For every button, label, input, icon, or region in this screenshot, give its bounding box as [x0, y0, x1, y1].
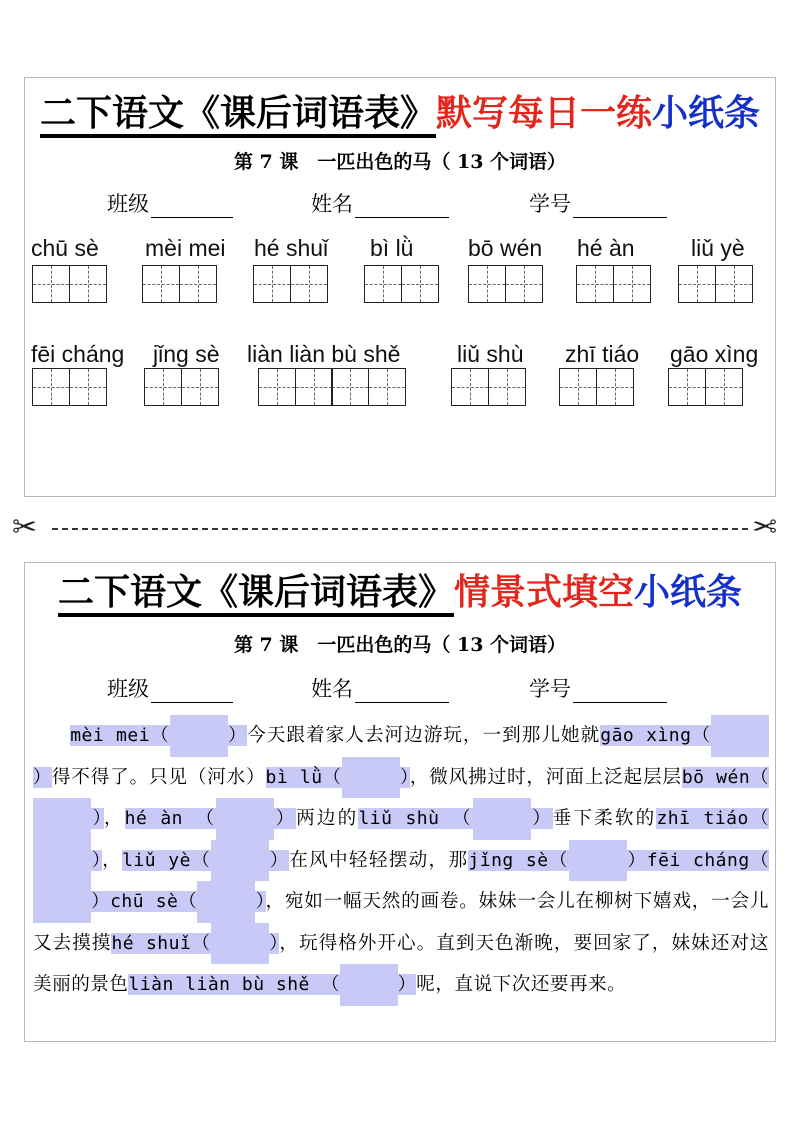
class-field[interactable]: [107, 190, 233, 218]
pinyin-prompt: mèi mei（: [70, 725, 170, 746]
passage-text: 呢，直说下次还要再来。: [416, 974, 627, 995]
writing-grid[interactable]: [32, 368, 107, 406]
answer-blank[interactable]: [569, 840, 627, 882]
title-red: 默写每日一练: [435, 93, 652, 134]
answer-blank[interactable]: [342, 757, 400, 799]
lesson-subtitle: 第 7 课 一匹出色的马（ 13 个词语）: [233, 634, 567, 656]
answer-blank[interactable]: [216, 798, 274, 840]
pinyin-prompt: liǔ yè（: [122, 849, 212, 871]
number-label: 学号: [529, 677, 571, 701]
passage-text: ，: [102, 849, 123, 871]
pinyin-prompt: ）: [397, 974, 417, 995]
passage-text: 得不得了。只见（河水）: [51, 766, 266, 788]
pinyin-prompt: gāo xìng（: [600, 725, 711, 746]
passage-text: ，玩得格外开心。直到天色渐晚，要回家了，妹妹还对这美丽的景色: [33, 932, 770, 995]
writing-grid[interactable]: [468, 265, 543, 303]
answer-blank[interactable]: [33, 840, 91, 882]
class-label: 班级: [107, 677, 149, 701]
pinyin-prompt: ）: [626, 849, 647, 871]
answer-blank[interactable]: [473, 798, 531, 840]
number-blank[interactable]: [573, 680, 667, 703]
passage-paragraph: [33, 715, 769, 1006]
pinyin-label: zhī tiáo: [565, 341, 640, 367]
card-title: [25, 571, 775, 615]
pinyin-prompt: zhī tiáo（: [656, 808, 770, 829]
passage-text: 今天跟着家人去河边游玩，一到那儿她就: [247, 725, 601, 746]
writing-grid[interactable]: [258, 368, 406, 406]
answer-blank[interactable]: [197, 881, 255, 923]
answer-blank[interactable]: [211, 923, 269, 965]
pinyin-prompt: ）: [255, 891, 266, 912]
name-label: 姓名: [311, 192, 353, 216]
pinyin-label: chū sè: [31, 235, 99, 261]
answer-blank[interactable]: [33, 881, 91, 923]
pinyin-prompt: ）: [269, 849, 290, 871]
writing-grid[interactable]: [678, 265, 753, 303]
class-label: 班级: [107, 192, 149, 216]
passage-text: ，宛如一幅天然的画卷。妹妹一会儿在柳树下嬉戏，一会儿又去摸摸: [33, 891, 770, 954]
pinyin-label: fēi cháng: [31, 341, 125, 367]
pinyin-prompt: ）: [268, 932, 280, 954]
pinyin-prompt: ）: [33, 766, 52, 788]
name-field[interactable]: [311, 675, 449, 703]
answer-blank[interactable]: [711, 715, 769, 757]
passage-text: ，: [103, 808, 125, 829]
writing-grid[interactable]: [142, 265, 217, 303]
passage-text: ，微风拂过时，河面上泛起层层: [409, 766, 682, 788]
pinyin-label: liǔ yè: [691, 235, 745, 261]
pinyin-label: bì lǜ: [370, 235, 414, 261]
passage-text: 两边的: [296, 808, 359, 829]
fill-in-passage: [33, 715, 769, 1006]
pinyin-prompt: hé àn （: [124, 808, 217, 829]
pinyin-prompt: hé shuǐ（: [111, 932, 211, 954]
scissors-icon: ✂: [12, 510, 38, 545]
pinyin-prompt: ）: [399, 766, 410, 788]
pinyin-prompt: ）: [91, 891, 111, 912]
pinyin-label: gāo xìng: [670, 341, 759, 367]
pinyin-prompt: bō wén（: [681, 766, 770, 788]
title-main: 二下语文《课后词语表》: [58, 572, 454, 617]
pinyin-prompt: ）: [274, 808, 297, 829]
pinyin-label: hé àn: [577, 235, 635, 261]
writing-grid[interactable]: [364, 265, 439, 303]
passage-text: 在风中轻轻摆动，那: [289, 849, 469, 871]
class-blank[interactable]: [151, 680, 233, 703]
name-blank[interactable]: [355, 680, 449, 703]
answer-blank[interactable]: [33, 798, 91, 840]
pinyin-prompt: ）: [227, 725, 248, 746]
name-field[interactable]: [311, 190, 449, 218]
writing-grid[interactable]: [32, 265, 107, 303]
pinyin-prompt: liàn liàn bù shě （: [128, 974, 340, 995]
writing-grid[interactable]: [559, 368, 634, 406]
cut-line: [52, 528, 748, 530]
dictation-card: [24, 77, 776, 497]
title-blue: 小纸条: [652, 93, 761, 134]
lesson-subtitle: 第 7 课 一匹出色的马（ 13 个词语）: [233, 151, 567, 173]
writing-grid[interactable]: [253, 265, 328, 303]
title-red: 情景式填空: [453, 572, 634, 613]
pinyin-prompt: jǐng sè（: [468, 849, 569, 871]
card-title: [25, 92, 775, 136]
number-field[interactable]: [529, 675, 667, 703]
pinyin-label: bō wén: [468, 235, 543, 261]
writing-grid[interactable]: [451, 368, 526, 406]
writing-grid[interactable]: [144, 368, 219, 406]
answer-blank[interactable]: [170, 715, 228, 757]
name-label: 姓名: [311, 677, 353, 701]
class-field[interactable]: [107, 675, 233, 703]
name-blank[interactable]: [355, 195, 449, 218]
answer-blank[interactable]: [340, 964, 398, 1006]
pinyin-prompt: bì lǜ（: [265, 766, 342, 788]
writing-grid[interactable]: [668, 368, 743, 406]
pinyin-prompt: liǔ shù （: [358, 808, 473, 829]
pinyin-label: mèi mei: [145, 235, 226, 261]
pinyin-label: hé shuǐ: [254, 235, 329, 261]
number-blank[interactable]: [573, 195, 667, 218]
answer-blank[interactable]: [211, 840, 269, 882]
title-main: 二下语文《课后词语表》: [40, 93, 436, 138]
pinyin-label: jǐng sè: [153, 341, 220, 367]
pinyin-prompt: ）: [91, 849, 103, 871]
pinyin-prompt: chū sè（: [110, 891, 198, 912]
passage-text: 垂下柔软的: [552, 808, 657, 829]
pinyin-label: liàn liàn bù shě: [247, 341, 401, 367]
number-label: 学号: [529, 192, 571, 216]
pinyin-label: liǔ shù: [457, 341, 524, 367]
writing-grid[interactable]: [576, 265, 651, 303]
title-blue: 小纸条: [634, 572, 743, 613]
number-field[interactable]: [529, 190, 667, 218]
pinyin-prompt: ）: [530, 808, 553, 829]
scissors-icon: ✂: [752, 510, 778, 545]
pinyin-prompt: fēi cháng（: [646, 849, 770, 871]
pinyin-prompt: ）: [91, 808, 104, 829]
class-blank[interactable]: [151, 195, 233, 218]
